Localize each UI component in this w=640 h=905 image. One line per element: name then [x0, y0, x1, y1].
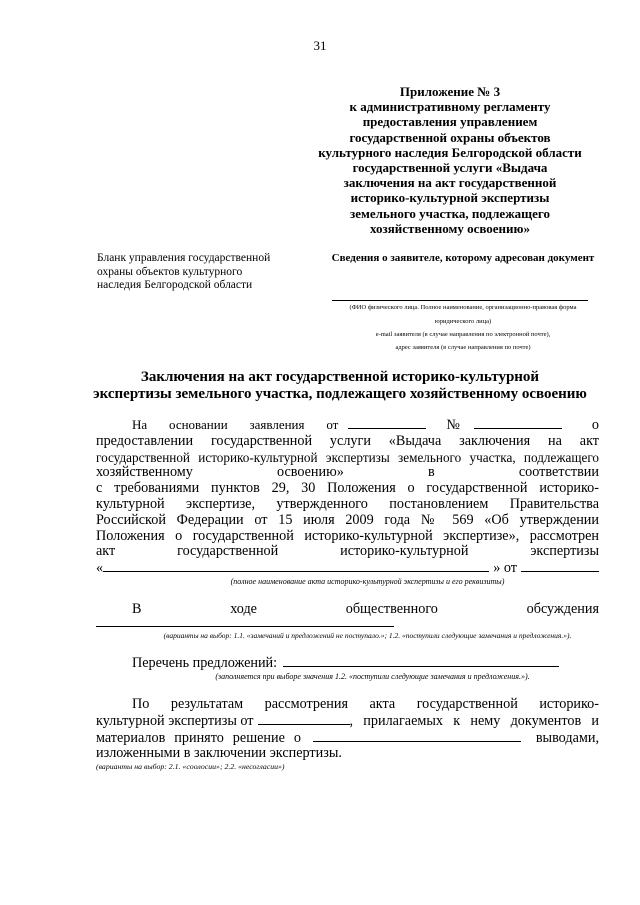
proposals-field[interactable] [283, 655, 559, 667]
decision-field[interactable] [313, 730, 521, 742]
appendix-line: к административному регламенту [349, 99, 551, 115]
title-line: Заключения на акт государственной историко-культурной [140, 369, 540, 385]
paragraph-decision [96, 697, 599, 772]
applicant-fill-line[interactable] [332, 300, 588, 301]
p4-note: (варианты на выбор: 2.1. «cоолосии»; 2.2. «несогласии») [96, 762, 285, 772]
quote-open: « [96, 560, 104, 577]
p1-line: хозяйственному освоению» в соответствии [96, 464, 599, 481]
applicant-info-title: Сведения о заявителе, которому адресован документ [331, 252, 595, 264]
proposals-label: Перечень предложений: [132, 655, 278, 671]
appendix-line: заключения на акт государственной [343, 175, 557, 191]
p4-line-b: выводами, [535, 729, 599, 746]
p2-line: В ходе общественного обсуждения [132, 601, 599, 617]
appendix-line: государственной услуги «Выдача [352, 160, 548, 176]
applicant-hint: e-mail заявителя (в случае направления по электронной почте), [375, 331, 551, 338]
p1-line: государственной историко-культурной экспертизы земельного участка, подлежащего [96, 449, 599, 465]
title-line: экспертизы земельного участка, подлежащего хозяйственному освоению [93, 386, 587, 402]
applicant-hint: юридического лица) [434, 318, 492, 325]
p1-line: с требованиями пунктов 29, 30 Положения о государственной историко- [96, 480, 599, 497]
p1-line: предоставлении государственной услуги «Выдача заключения на акт [96, 432, 599, 449]
letterhead-blank [97, 252, 297, 293]
expertise-act-name-field[interactable] [103, 560, 489, 572]
blank-line: Бланк управления государственной [97, 252, 271, 264]
p1-note: (полное наименование акта историко-культурной экспертизы и его реквизиты) [230, 576, 505, 586]
page-number: 31 [313, 38, 327, 53]
appendix-line: предоставления управлением [362, 114, 538, 130]
p4-line-a: материалов принято решение о [96, 729, 301, 746]
p1-line: культурной экспертизе, утвержденного постановлением Правительства [96, 495, 599, 512]
appendix-line: хозяйственному освоению» [370, 220, 530, 236]
p1-line: акт государственной историко-культурной экспертизы [96, 543, 599, 560]
p4-line: По результатам рассмотрения акта государственной историко- [132, 696, 599, 712]
applicant-hint: адрес заявителя (в случае направления по почте) [395, 344, 531, 351]
quote-close: » от [493, 560, 517, 577]
p4-line-a: культурной экспертизы от [96, 712, 254, 729]
p1-line: Положения о государственной историко-культурной экспертизе», рассмотрен [96, 527, 599, 544]
discussion-result-field[interactable] [96, 618, 394, 627]
application-date-field[interactable] [348, 417, 426, 429]
paragraph-proposals [96, 655, 599, 682]
p1-line: Российской Федерации от 15 июля 2009 года № 569 «Об утверждении [96, 511, 599, 528]
expertise-act-date-field[interactable] [521, 560, 599, 572]
p3-note: (заполняется при выборе значения 1.2. «поступили следующие замечания и предложения.»). [215, 671, 530, 681]
appendix-line: земельного участка, подлежащего [350, 205, 550, 221]
expertise-date-field[interactable] [258, 713, 350, 725]
appendix-line: государственной охраны объектов [349, 129, 551, 145]
paragraph-application [96, 417, 599, 587]
paragraph-discussion [96, 602, 599, 641]
appendix-line: историко-культурной экспертизы [350, 190, 550, 206]
p1-number-sign: № [446, 417, 460, 433]
p4-line: изложенными в заключении экспертизы. [96, 745, 342, 762]
appendix-line: культурного наследия Белгородской области [318, 144, 582, 160]
p1-o: о [591, 417, 599, 433]
applicant-hint: (ФИО физического лица. Полное наименование, организационно-правовая форма [349, 304, 577, 311]
blank-line: наследия Белгородской области [97, 279, 253, 291]
p1-start: На основании заявления от [132, 417, 339, 432]
appendix-header [300, 84, 600, 236]
blank-line: охраны объектов культурного [97, 265, 243, 278]
document-title [80, 369, 600, 403]
appendix-line: Приложение № 3 [399, 84, 501, 99]
application-number-field[interactable] [474, 417, 562, 429]
p4-line-b: , прилагаемых к нему документов и [349, 712, 599, 729]
p2-note: (варианты на выбор: 1.1. «замечаний и предложений не поступало.»; 1.2. «поступили следующие замечания и предложения.»). [163, 630, 572, 640]
